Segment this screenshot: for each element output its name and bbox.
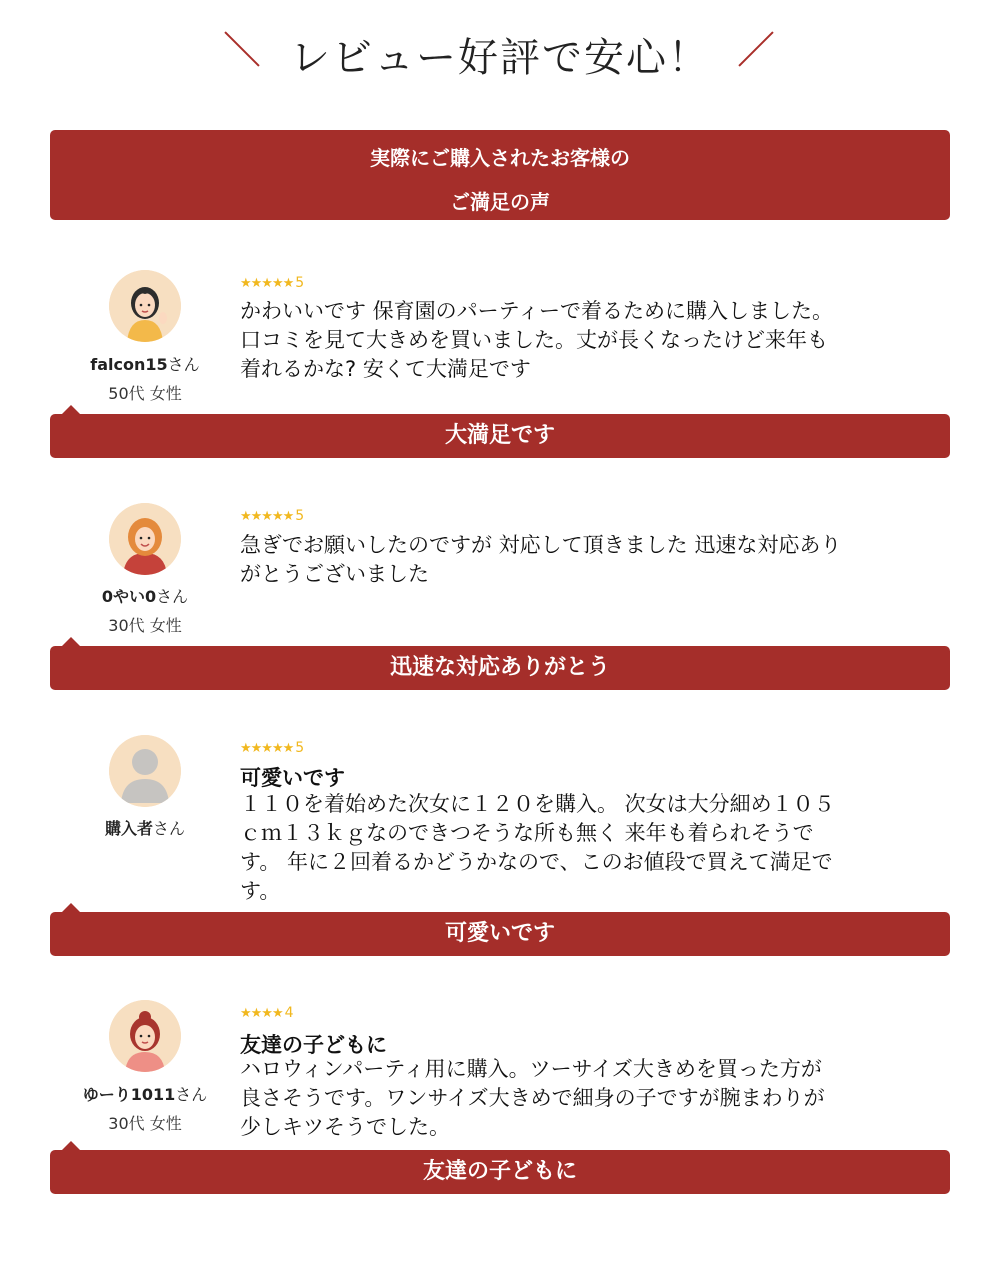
woman-pinktop-avatar-icon (109, 1000, 181, 1072)
reviewer-name (60, 352, 230, 375)
username: 購入者 (104, 819, 153, 838)
username: falcon15 (90, 355, 168, 374)
username: ゆーり1011 (82, 1085, 176, 1104)
review-body: 急ぎでお願いしたのですが 対応して頂きました 迅速な対応あり がとうございました (240, 533, 842, 586)
star-icon: ★★★★★ (240, 741, 294, 756)
star-icon: ★★★★ (240, 1006, 283, 1021)
page-title: レビュー好評で安心！ (290, 35, 710, 81)
review-body: １１０を着始めた次女に１２０を購入。 次女は大分細め１０５ ｃｍ１３ｋｇなのできつそうな所も無く 来年も着られそうで す。 年に２回着るかどうかなので、このお値段で買えて満足で す。 (240, 792, 835, 903)
pointer-triangle (62, 903, 80, 912)
review-summary-bar: 可愛いです (50, 912, 950, 956)
woman-avatar-icon (109, 270, 181, 342)
default-user-icon (109, 735, 181, 807)
honorific: さん (153, 819, 186, 838)
rating-number: 4 (284, 1005, 294, 1021)
review-summary-bar: 大満足です (50, 414, 950, 458)
woman-redhair-avatar-icon (109, 503, 181, 575)
reviewer-meta: 30代 女性 (108, 1114, 182, 1133)
pointer-triangle (62, 1141, 80, 1150)
honorific: さん (156, 587, 189, 606)
reviewer-meta: 30代 女性 (108, 616, 182, 635)
username: 0やい0 (101, 587, 157, 606)
review-summary-bar: 友達の子どもに (50, 1150, 950, 1194)
honorific: さん (167, 355, 200, 374)
customer-voice-banner (50, 130, 950, 220)
star-rating (240, 1005, 294, 1021)
rating-number: 5 (295, 275, 305, 291)
review-summary-bar: 迅速な対応ありがとう (50, 646, 950, 690)
review-title: 友達の子どもに (240, 1033, 387, 1057)
review-title: 可愛いです (240, 766, 345, 790)
reviewer-name (60, 816, 230, 839)
banner-line-2: ご満足の声 (450, 190, 550, 214)
star-rating (240, 508, 304, 524)
star-icon: ★★★★★ (240, 509, 294, 524)
rating-number: 5 (295, 740, 305, 756)
reviewer-name (60, 1082, 230, 1105)
honorific: さん (175, 1085, 208, 1104)
page-header (0, 22, 1000, 82)
star-rating (240, 740, 304, 756)
banner-line-1: 実際にご購入されたお客様の (370, 146, 630, 170)
star-icon: ★★★★★ (240, 276, 294, 291)
star-rating (240, 275, 304, 291)
review-body: かわいいです 保育園のパーティーで着るために購入しました。 口コミを見て大きめを買いました。丈が長くなったけど来年も 着れるかな? 安くて大満足です (240, 299, 833, 381)
pointer-triangle (62, 405, 80, 414)
rating-number: 5 (295, 508, 305, 524)
reviewer-name (60, 584, 230, 607)
reviewer-meta: 50代 女性 (108, 384, 182, 403)
review-body: ハロウィンパーティ用に購入。ツーサイズ大きめを買った方が 良さそうです。ワンサイズ大きめで細身の子ですが腕まわりが 少しキツそうでした。 (240, 1057, 825, 1139)
pointer-triangle (62, 637, 80, 646)
